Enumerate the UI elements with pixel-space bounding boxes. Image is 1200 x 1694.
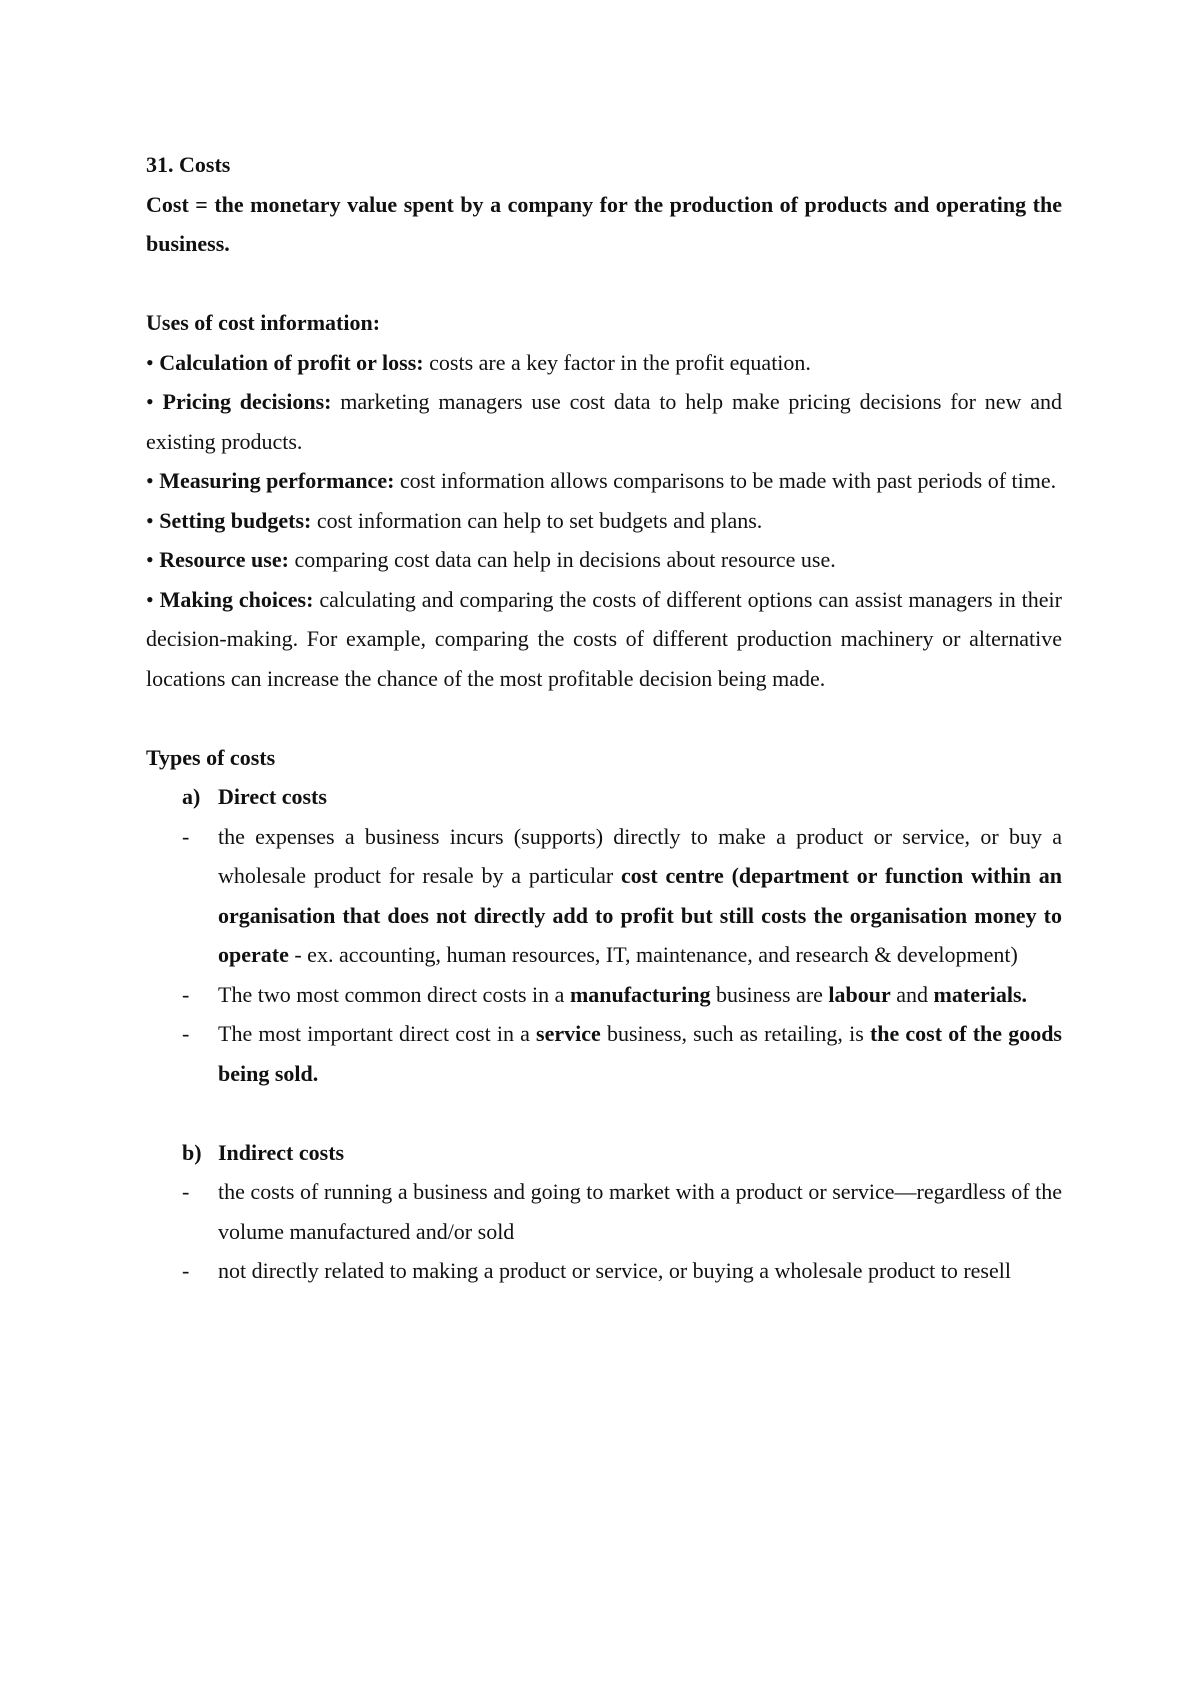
uses-item-budgets: • Setting budgets: cost information can help to set budgets and plans. [146,507,763,533]
direct-costs-item-definition: - the expenses a business incurs (supports) directly to make a product or service, or buy a wholesale product for resale by a particular cost centre (department or function within an organisation that does not directly add to profit but still costs the organisation money to operate - ex. accounting, human resources, IT, maintenance, and research & development) [182,823,1062,967]
uses-heading: Uses of cost information: [146,310,381,335]
indirect-costs-item-not-direct: - not directly related to making a product or service, or buying a wholesale product to resell [182,1258,1011,1283]
uses-item-profit: • Calculation of profit or loss: costs are a key factor in the profit equation. [146,349,811,375]
cost-definition: Cost = the monetary value spent by a company for the production of products and operating the business. [146,191,1062,256]
document-page [146,145,1062,1291]
direct-costs-item-service: - The most important direct cost in a service business, such as retailing, is the cost of the goods being sold. [182,1021,1062,1086]
direct-costs-heading: a) Direct costs [146,777,1062,817]
list-marker-b: b) [182,1139,202,1165]
uses-item-choices: • Making choices: calculating and comparing the costs of different options can assist managers in their decision-making. For example, comparing the costs of different production machinery or alternative locations can increase the chance of the most profitable decision being made. [146,586,1062,691]
list-marker-a: a) [182,784,201,809]
uses-item-performance: • Measuring performance: cost information allows comparisons to be made with past periods of time. [146,468,1057,493]
direct-costs-item-manufacturing: - The two most common direct costs in a manufacturing business are labour and materials. [182,981,1028,1007]
types-heading: Types of costs [146,744,276,770]
indirect-costs-heading: b) Indirect costs [146,1133,1062,1173]
section-title: 31. Costs [146,152,231,177]
uses-item-resource: • Resource use: comparing cost data can help in decisions about resource use. [146,547,836,572]
uses-item-pricing: • Pricing decisions: marketing managers use cost data to help make pricing decisions for new and existing products. [146,389,1062,454]
indirect-costs-item-running: - the costs of running a business and going to market with a product or service—regardless of the volume manufactured and/or sold [182,1179,1062,1244]
